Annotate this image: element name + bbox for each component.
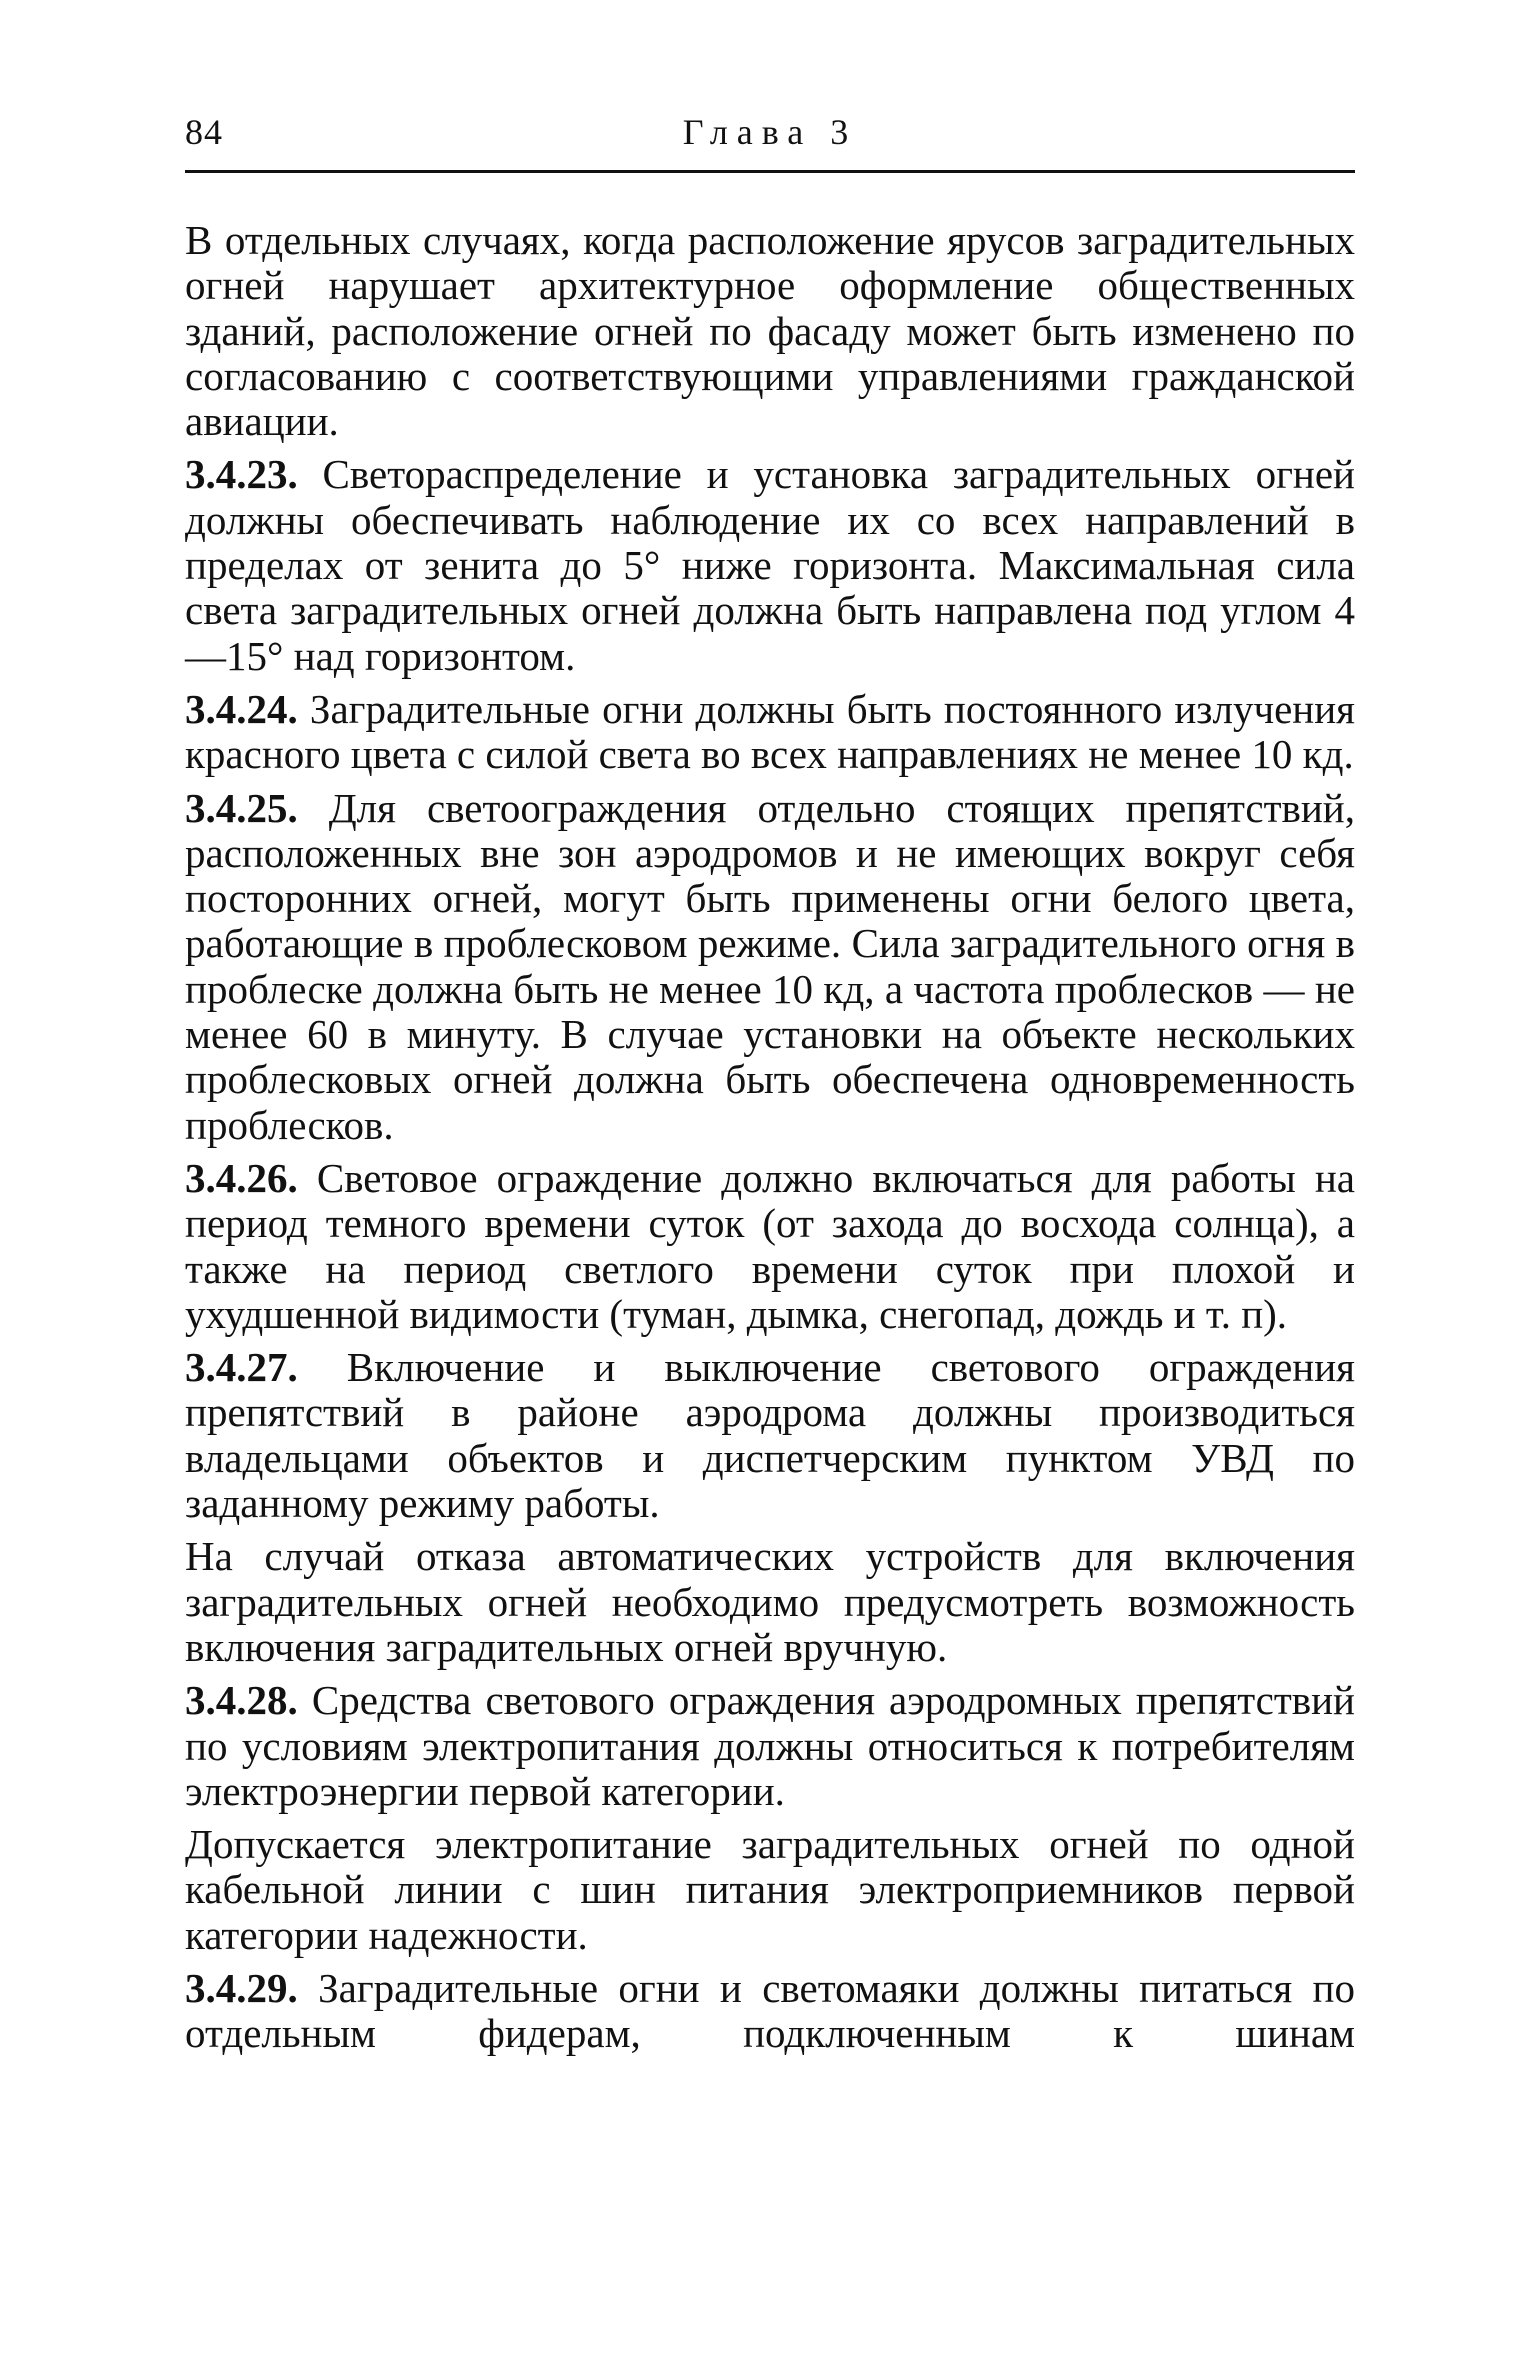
paragraph-3-4-27 xyxy=(185,1345,1355,1526)
paragraph-text: Заградительные огни и светомаяки должны питаться по отдельным фидерам, подключенным к шинам xyxy=(185,1964,1355,2057)
paragraph xyxy=(185,1822,1355,1958)
paragraph-text: Заградительные огни должны быть постоянного излучения красного цвета с силой света во всех направлениях не менее 10 кд. xyxy=(185,685,1356,778)
paragraph-3-4-24 xyxy=(185,687,1355,778)
paragraph-number: 3.4.28. xyxy=(185,1677,298,1724)
paragraph xyxy=(185,218,1355,444)
page-body xyxy=(185,218,1355,2057)
page-number: 84 xyxy=(185,112,223,152)
paragraph-number: 3.4.26. xyxy=(185,1154,298,1201)
paragraph xyxy=(185,1534,1355,1670)
paragraph-3-4-23 xyxy=(185,452,1355,678)
paragraph-text: Включение и выключение светового ограждения препятствий в районе аэродрома должны производиться владельцами объектов и диспетчерским пунктом УВД по заданному режиму работы. xyxy=(185,1344,1356,1527)
paragraph-text: Светораспределение и установка заградительных огней должны обеспечивать наблюдение их со всех направлений в пределах от зенита до 5° ниже горизонта. Максимальная сила света заградительных огней должна быть направлена под углом 4—15° над горизонтом. xyxy=(185,451,1355,679)
header-rule xyxy=(185,170,1355,173)
paragraph-text: Для светоограждения отдельно стоящих препятствий, расположенных вне зон аэродромов и не имеющих вокруг себя посторонних огней, могут быть применены огни белого цвета, работающие в проблесковом режиме. Сила заградительного огня в проблеске должна быть не менее 10 кд, а частота проблесков — не менее 60 в минуту. В случае установки на объекте нескольких проблесковых огней должна быть обеспечена одновременность проблесков. xyxy=(185,784,1355,1148)
paragraph-number: 3.4.23. xyxy=(185,451,298,498)
paragraph-3-4-28 xyxy=(185,1678,1355,1814)
paragraph-3-4-25 xyxy=(185,786,1355,1148)
page-header xyxy=(185,110,1355,170)
paragraph-number: 3.4.25. xyxy=(185,784,298,831)
paragraph-3-4-29 xyxy=(185,1966,1355,2057)
paragraph-3-4-26 xyxy=(185,1156,1355,1337)
paragraph-number: 3.4.27. xyxy=(185,1344,298,1391)
paragraph-text: Световое ограждение должно включаться для работы на период темного времени суток (от захода до восхода солнца), а также на период светлого времени суток при плохой и ухудшенной видимости (туман, дымка, снегопад, дождь и т. п). xyxy=(185,1154,1356,1337)
paragraph-number: 3.4.29. xyxy=(185,1964,298,2011)
running-head: Глава 3 xyxy=(682,112,858,152)
paragraph-text: Допускается электропитание заградительных огней по одной кабельной линии с шин питания электроприемников первой категории надежности. xyxy=(185,1821,1355,1958)
paragraph-number: 3.4.24. xyxy=(185,685,298,732)
paragraph-text: Средства светового ограждения аэродромных препятствий по условиям электропитания должны относиться к потребителям электроэнергии первой категории. xyxy=(185,1677,1356,1814)
paragraph-text: На случай отказа автоматических устройств для включения заградительных огней необходимо предусмотреть возможность включения заградительных огней вручную. xyxy=(185,1533,1355,1670)
paragraph-text: В отдельных случаях, когда расположение ярусов заградительных огней нарушает архитектурное оформление общественных зданий, расположение огней по фасаду может быть изменено по согласованию с соответствующими управлениями гражданской авиации. xyxy=(185,217,1355,445)
